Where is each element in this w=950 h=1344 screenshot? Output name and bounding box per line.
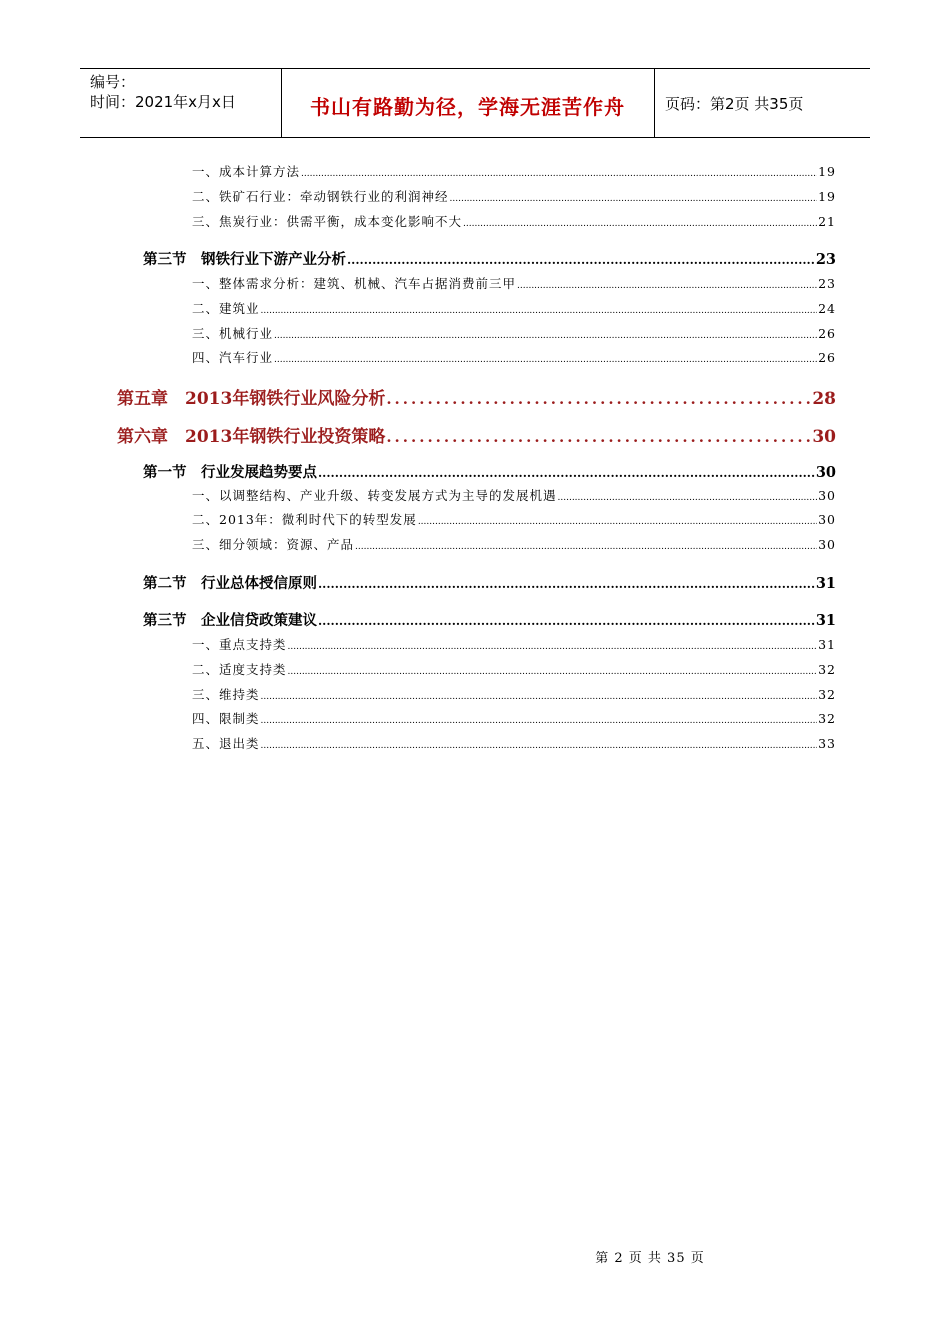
toc-entry[interactable] — [192, 734, 836, 752]
toc-section-page: 23 — [815, 251, 836, 268]
toc-entry[interactable] — [192, 274, 836, 292]
toc-entry[interactable] — [192, 685, 836, 703]
toc-entry-title: 五、退出类 — [192, 736, 260, 751]
toc-entry[interactable] — [192, 212, 836, 230]
toc-entry-page: 19 — [818, 164, 836, 179]
toc-entry-title: 二、适度支持类 — [192, 662, 287, 677]
number-label: 编号： — [90, 73, 136, 91]
toc-entry-title: 一、整体需求分析：建筑、机械、汽车占据消费前三甲 — [192, 276, 517, 291]
toc-entry-title: 二、2013年：微利时代下的转型发展 — [192, 512, 417, 527]
toc-entry-page: 26 — [818, 326, 836, 341]
header-table — [80, 68, 870, 138]
toc-entry-title: 四、汽车行业 — [192, 350, 274, 365]
toc-chapter-page: 30 — [812, 427, 836, 447]
toc-entry-page: 26 — [818, 350, 836, 365]
toc-entry[interactable] — [192, 635, 836, 653]
toc-entry-page: 30 — [818, 537, 836, 552]
toc-entry-title: 三、焦炭行业：供需平衡，成本变化影响不大 — [192, 214, 463, 229]
toc-entry[interactable] — [192, 660, 836, 678]
toc-entry-title: 一、成本计算方法 — [192, 164, 301, 179]
toc-chapter-title: 第六章 2013年钢铁行业投资策略 — [117, 427, 386, 447]
toc-section[interactable] — [143, 572, 836, 593]
toc-section-title: 第一节 行业发展趋势要点 — [143, 464, 317, 481]
toc-section-page: 31 — [815, 612, 836, 629]
toc-entry-title: 三、细分领域：资源、产品 — [192, 537, 355, 552]
toc-entry-title: 一、重点支持类 — [192, 637, 287, 652]
toc-section[interactable] — [143, 248, 836, 269]
toc-section-title: 第三节 企业信贷政策建议 — [143, 612, 317, 629]
page-footer: 第 2 页 共 35 页 — [595, 1251, 705, 1266]
toc-entry-title: 三、维持类 — [192, 687, 260, 702]
toc-entry-page: 31 — [818, 637, 836, 652]
toc-entry-page: 32 — [818, 711, 836, 726]
toc-entry-page: 30 — [818, 512, 836, 527]
toc-entry-page: 24 — [818, 301, 836, 316]
toc-chapter[interactable] — [117, 384, 836, 409]
header-center-cell — [281, 69, 655, 137]
toc-section-title: 第二节 行业总体授信原则 — [143, 575, 317, 592]
toc-entry-page: 19 — [818, 189, 836, 204]
header-left-cell — [80, 69, 282, 137]
toc-section-page: 31 — [815, 575, 836, 592]
time-label: 时间：2021年x月x日 — [90, 93, 236, 111]
toc-entry-title: 二、建筑业 — [192, 301, 260, 316]
page-info: 页码：第2页 共35页 — [665, 95, 804, 113]
toc-entry-page: 32 — [818, 687, 836, 702]
toc-entry-title: 三、机械行业 — [192, 326, 274, 341]
toc-entry-title: 四、限制类 — [192, 711, 260, 726]
toc-entry-title: 二、铁矿石行业：牵动钢铁行业的利润神经 — [192, 189, 449, 204]
toc-chapter-title: 第五章 2013年钢铁行业风险分析 — [117, 389, 386, 409]
toc-entry[interactable] — [192, 187, 836, 205]
toc-entry-page: 32 — [818, 662, 836, 677]
header-right-cell — [655, 69, 870, 137]
toc-entry[interactable] — [192, 348, 836, 366]
toc-entry[interactable] — [192, 324, 836, 342]
toc-entry-page: 30 — [818, 488, 836, 503]
toc-section[interactable] — [143, 609, 836, 630]
toc-entry[interactable] — [192, 486, 836, 504]
toc-entry[interactable] — [192, 535, 836, 553]
toc-chapter-page: 28 — [812, 389, 836, 409]
toc-section-title: 第三节 钢铁行业下游产业分析 — [143, 251, 346, 268]
toc-chapter[interactable] — [117, 422, 836, 447]
toc-entry-page: 33 — [818, 736, 836, 751]
toc-entry[interactable] — [192, 299, 836, 317]
toc-section[interactable] — [143, 461, 836, 482]
toc-section-page: 30 — [815, 464, 836, 481]
toc-entry[interactable] — [192, 510, 836, 528]
toc-entry-page: 23 — [818, 276, 836, 291]
toc-entry-title: 一、以调整结构、产业升级、转变发展方式为主导的发展机遇 — [192, 488, 557, 503]
header-motto: 书山有路勤为径，学海无涯苦作舟 — [310, 95, 625, 119]
toc-entry-page: 21 — [818, 214, 836, 229]
toc-entry[interactable] — [192, 162, 836, 180]
toc-entry[interactable] — [192, 709, 836, 727]
